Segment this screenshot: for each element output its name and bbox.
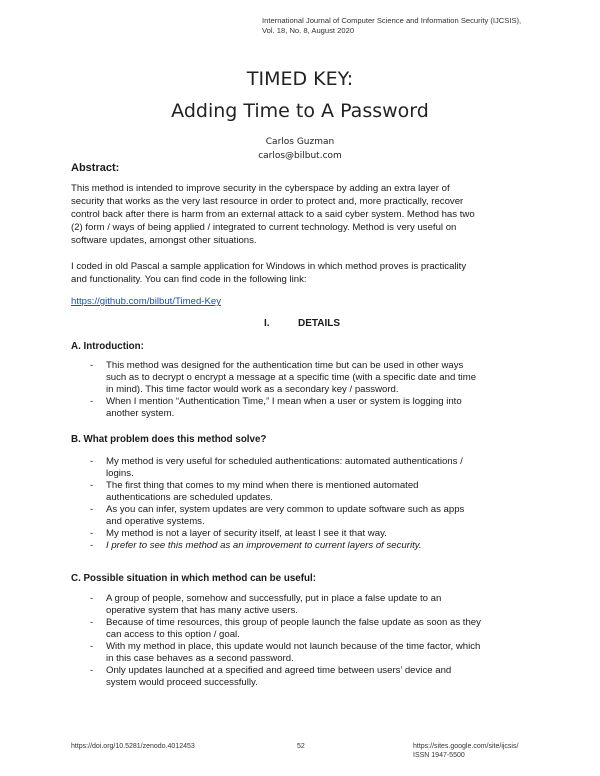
text-line: system would proceed successfully. [106,677,258,688]
list-item [71,528,533,540]
list-item [71,456,533,480]
list-marker: - [90,617,94,628]
list-item [71,540,533,552]
text-line: can access to this option / goal. [106,629,240,640]
list-item [71,641,533,665]
list-item [71,665,533,689]
text-line: A group of people, somehow and successfully, put in place a false update to an [106,593,442,604]
list-marker: - [90,396,94,407]
text-line: When I mention “Authentication Time,” I mean when a user or system is logging into [106,396,462,407]
text-line: I coded in old Pascal a sample application for Windows in which method proves is practicality [71,261,467,272]
text-line: security that works as the very last resource in order to protect and, more practically, recover [71,196,464,207]
list-marker: - [90,528,94,539]
page-number: 52 [297,743,305,750]
text-line: software updates, amongst other situations. [71,235,257,246]
author-name: Carlos Guzman [265,137,335,147]
list-marker: - [90,456,94,467]
footer-site[interactable]: https://sites.google.com/site/ijcsis/ [413,743,519,750]
text-line: such as to decrypt o encrypt a message at a specific time (with a specific date and time [106,372,477,383]
subsection-b-heading: B. What problem does this method solve? [71,434,267,445]
text-line: This method is intended to improve security in the cyberspace by adding an extra layer of [71,183,450,194]
journal-line-2: Vol. 18, No. 8, August 2020 [262,26,355,35]
text-line: With my method in place, this update would not launch because of the time factor, which [106,641,481,652]
section-number: I. [264,318,270,329]
text-line: and operative systems. [106,516,205,527]
list-marker: - [90,504,94,515]
text-line: in mind). This time factor would work as a secondary key / password. [106,384,399,395]
list-marker: - [90,540,94,551]
subsection-c-heading: C. Possible situation in which method can be useful: [71,573,316,584]
paper-title-line-1: TIMED KEY: [246,68,354,90]
github-link[interactable]: https://github.com/bilbut/Timed-Key [71,296,222,307]
journal-line-1: International Journal of Computer Science and Information Security (IJCSIS), [262,16,522,25]
text-line: My method is not a layer of security itself, at least I see it that way. [106,528,387,539]
subsection-b-list [71,456,533,552]
list-item [71,617,533,641]
footer-doi[interactable]: https://doi.org/10.5281/zenodo.4012453 [71,743,195,750]
list-marker: - [90,360,94,371]
journal-header [262,16,521,36]
text-line: operative system that has many active users. [106,605,298,616]
list-marker: - [90,665,94,676]
text-line: As you can infer, system updates are very common to update software such as apps [106,504,465,515]
text-line: Only updates launched at a specified and agreed time between users’ device and [106,665,452,676]
text-line: and functionality. You can find code in the following link: [71,274,307,285]
text-line: control back after there is harm from an external attack to a said cyber system. Method has two [71,209,475,220]
text-line: in this case behaves as a second password. [106,653,294,664]
code-link-line [71,295,533,308]
footer-site-issn [413,742,518,760]
paper-title-line-2: Adding Time to A Password [171,100,429,122]
list-item [71,593,533,617]
text-line: This method was designed for the authentication time but can be used in other ways [106,360,464,371]
list-item [71,396,533,420]
subsection-a-list [71,360,533,420]
text-line: My method is very useful for scheduled authentications: automated authentications / [106,456,463,467]
abstract-paragraph-2 [71,260,533,286]
text-line: I prefer to see this method as an improvement to current layers of security. [106,540,422,551]
text-line: (2) form / ways of being applied / integrated to current technology. Method is very useful on [71,222,457,233]
list-marker: - [90,641,94,652]
text-line: Because of time resources, this group of people launch the false update as soon as they [106,617,481,628]
text-line: The first thing that comes to my mind when there is mentioned automated [106,480,419,491]
text-line: another system. [106,408,175,419]
list-item [71,504,533,528]
text-line: logins. [106,468,134,479]
text-line: authentications are scheduled updates. [106,492,273,503]
subsection-c-list [71,593,533,689]
abstract-paragraph-1 [71,182,533,247]
list-marker: - [90,593,94,604]
section-title: DETAILS [298,318,341,329]
list-item [71,480,533,504]
footer-issn: ISSN 1947-5500 [413,752,465,759]
abstract-heading: Abstract: [71,162,120,174]
subsection-a-heading: A. Introduction: [71,341,144,352]
list-item [71,360,533,396]
list-marker: - [90,480,94,491]
author-email: carlos@bilbut.com [258,151,342,161]
